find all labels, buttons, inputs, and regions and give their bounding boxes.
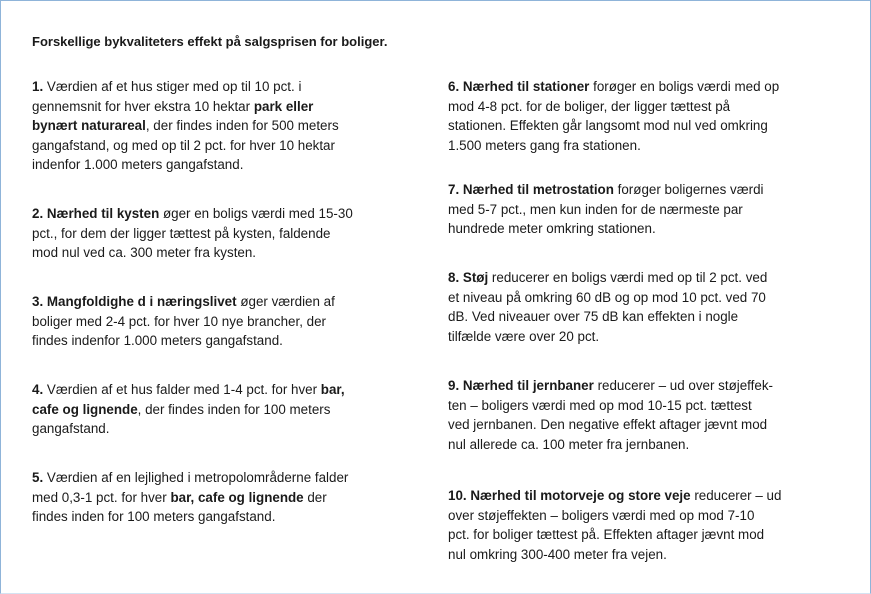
text-run: , der findes inden for 500 meters: [145, 118, 339, 134]
document-title: Forskellige bykvaliteters effekt på salgsprisen for boliger.: [32, 34, 388, 49]
item-line: [32, 468, 348, 488]
bold-text: cafe og lignende: [32, 401, 138, 417]
item-line: [32, 331, 335, 351]
text-run: hundrede meter omkring stationen.: [448, 221, 656, 237]
text-run: forøger en boligs værdi med op: [589, 79, 780, 94]
item-3: [32, 292, 335, 351]
item-line: [448, 415, 773, 435]
item-9: [448, 376, 773, 454]
item-line: [448, 136, 779, 156]
item-line: [448, 116, 779, 136]
item-line: [448, 486, 781, 506]
item-line: [448, 376, 773, 396]
bold-text: bar,: [320, 382, 345, 397]
text-run: forøger boligernes værdi: [613, 182, 764, 197]
item-line: [32, 224, 353, 244]
text-run: findes inden for 100 meters gangafstand.: [32, 509, 276, 525]
bold-text: 5.: [32, 470, 44, 485]
text-run: ten – boligers værdi med op mod 10-15 pct. tættest: [448, 397, 752, 413]
text-run: øger værdien af: [236, 294, 335, 309]
text-run: nul allerede ca. 100 meter fra jernbanen.: [448, 436, 690, 452]
item-line: [448, 268, 767, 288]
item-line: [32, 400, 345, 420]
item-line: [32, 97, 339, 117]
text-run: stationen. Effekten går langsomt mod nul ved omkring: [448, 118, 768, 134]
item-line: [448, 435, 773, 455]
bold-text: 6. Nærhed til stationer: [448, 79, 590, 94]
item-line: [448, 307, 767, 327]
bold-text: 7. Nærhed til metrostation: [448, 182, 614, 197]
text-run: boliger med 2-4 pct. for hver 10 nye brancher, der: [32, 313, 327, 329]
item-4: [32, 380, 345, 439]
item-line: [32, 77, 339, 97]
item-10: [448, 486, 781, 564]
text-run: Værdien af en lejlighed i metropolområderne falder: [43, 470, 349, 485]
item-line: [448, 200, 764, 220]
text-run: tilfælde være over 20 pct.: [448, 328, 600, 344]
text-run: reducerer en boligs værdi med op til 2 pct. ved: [488, 270, 768, 285]
bold-text: 3. Mangfoldighe d i næringslivet: [32, 294, 237, 309]
bold-text: 8. Støj: [448, 270, 489, 285]
text-run: findes indenfor 1.000 meters gangafstand.: [32, 333, 283, 349]
bold-text: 2. Nærhed til kysten: [32, 206, 160, 221]
item-line: [32, 488, 348, 508]
item-line: [32, 419, 345, 439]
text-run: , der findes inden for 100 meters: [137, 401, 331, 417]
item-line: [32, 204, 353, 224]
item-line: [448, 288, 767, 308]
item-line: [32, 292, 335, 312]
item-line: [448, 525, 781, 545]
item-line: [32, 136, 339, 156]
text-run: pct. for boliger tættest på. Effekten aftager jævnt mod: [448, 527, 765, 543]
text-run: mod nul ved ca. 300 meter fra kysten.: [32, 245, 257, 261]
text-run: øger en boligs værdi med 15-30: [159, 206, 353, 221]
bold-text: 10. Nærhed til motorveje og store veje: [448, 488, 691, 503]
item-line: [448, 506, 781, 526]
text-run: reducerer – ud over støjeffek-: [593, 378, 773, 393]
text-run: gangafstand, og med op til 2 pct. for hver 10 hektar: [32, 137, 335, 153]
item-line: [32, 312, 335, 332]
text-run: indenfor 1.000 meters gangafstand.: [32, 157, 244, 173]
text-run: dB. Ved niveauer over 75 dB kan effekten i nogle: [448, 309, 739, 325]
item-line: [448, 545, 781, 565]
item-5: [32, 468, 348, 527]
item-7: [448, 180, 764, 239]
text-run: 1.500 meters gang fra stationen.: [448, 137, 641, 153]
bold-text: 4.: [32, 382, 44, 397]
text-run: ved jernbanen. Den negative effekt aftager jævnt mod: [448, 417, 768, 433]
item-line: [32, 507, 348, 527]
item-line: [32, 155, 339, 175]
text-run: mod 4-8 pct. for de boliger, der ligger tættest på: [448, 98, 731, 114]
item-line: [448, 327, 767, 347]
item-2: [32, 204, 353, 263]
text-run: Værdien af et hus stiger med op til 10 pct. i: [43, 79, 302, 94]
text-run: gangafstand.: [32, 421, 110, 437]
item-line: [448, 219, 764, 239]
item-line: [448, 77, 779, 97]
bold-text: bar, cafe og lignende: [170, 489, 304, 505]
item-line: [448, 97, 779, 117]
text-run: der: [303, 489, 327, 505]
bold-text: park eller: [253, 98, 314, 114]
text-run: Værdien af et hus falder med 1-4 pct. for hver: [43, 382, 321, 397]
item-line: [32, 243, 353, 263]
text-run: med 5-7 pct., men kun inden for de nærmeste par: [448, 201, 743, 217]
item-line: [448, 180, 764, 200]
text-run: et niveau på omkring 60 dB og op mod 10 pct. ved 70: [448, 289, 766, 305]
bold-text: 9. Nærhed til jernbaner: [448, 378, 594, 393]
item-line: [32, 380, 345, 400]
text-run: nul omkring 300-400 meter fra vejen.: [448, 546, 667, 562]
text-run: pct., for dem der ligger tættest på kysten, faldende: [32, 225, 331, 241]
item-6: [448, 77, 779, 155]
item-1: [32, 77, 339, 175]
item-line: [448, 396, 773, 416]
bold-text: 1.: [32, 79, 44, 94]
item-line: [32, 116, 339, 136]
text-run: med 0,3-1 pct. for hver: [32, 489, 171, 505]
text-run: gennemsnit for hver ekstra 10 hektar: [32, 98, 254, 114]
item-8: [448, 268, 767, 346]
bold-text: bynært naturareal: [32, 118, 146, 134]
text-run: reducerer – ud: [690, 488, 782, 503]
text-run: over støjeffekten – boligers værdi med op mod 7-10: [448, 507, 755, 523]
